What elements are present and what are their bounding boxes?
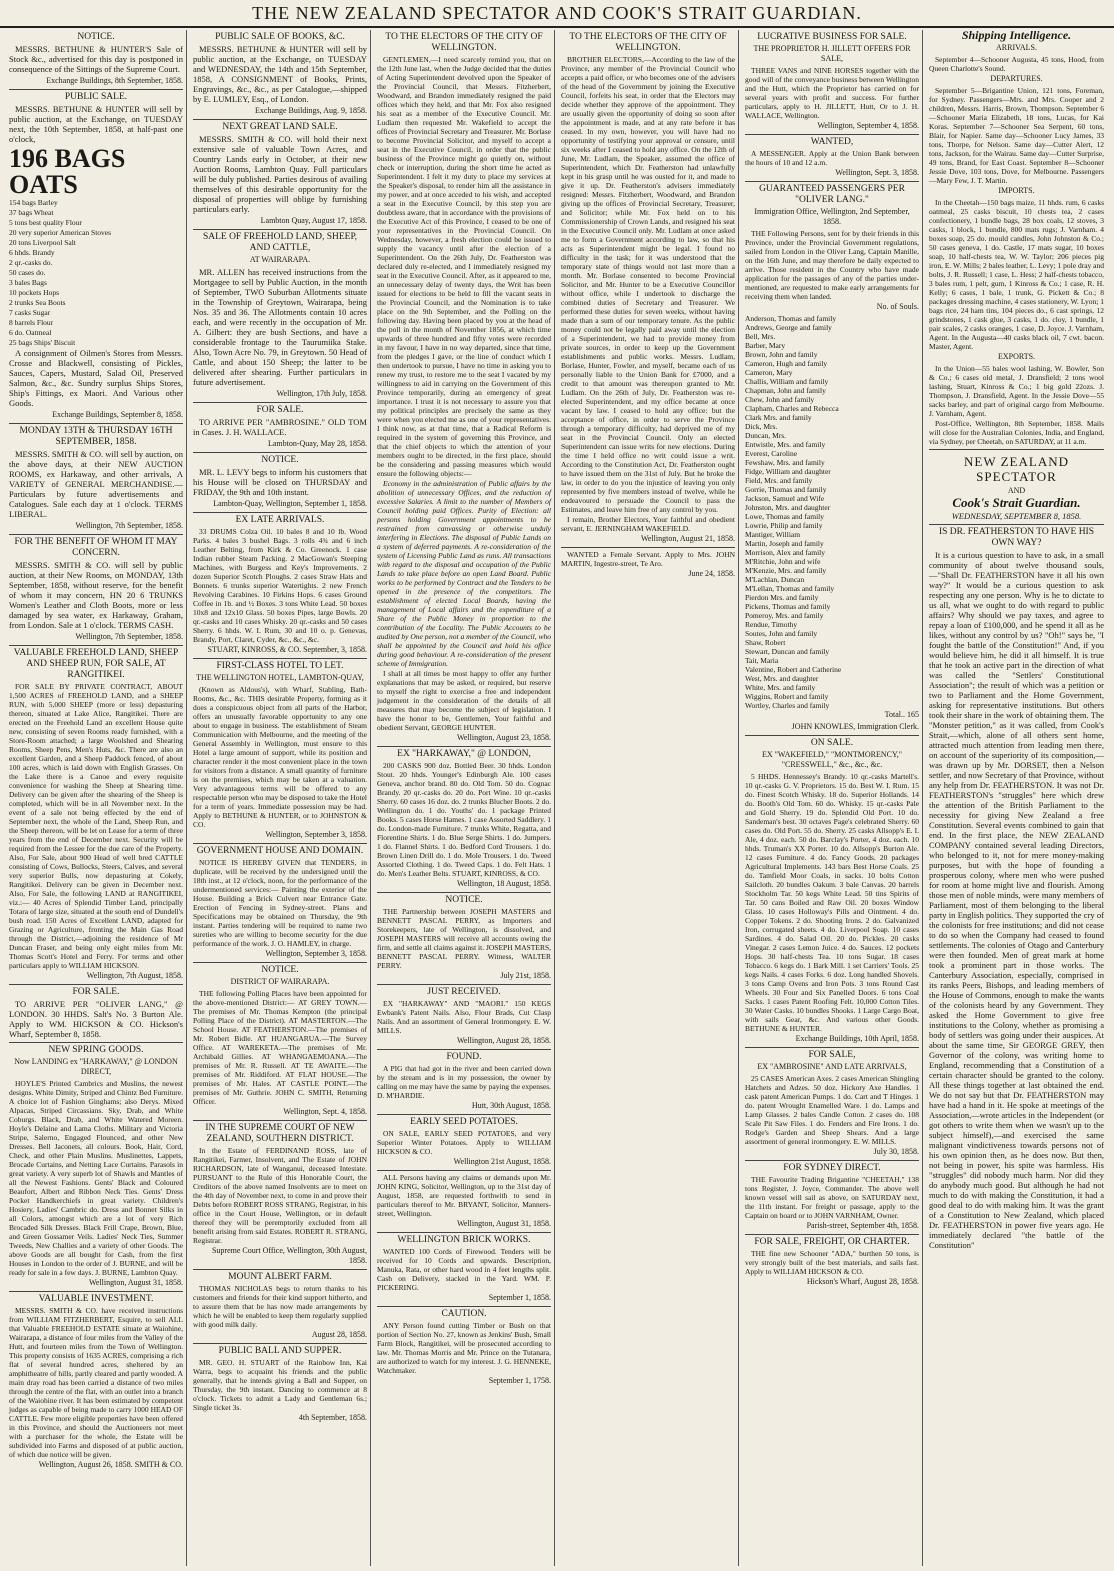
sale-item: 3 bales Bags bbox=[9, 278, 47, 287]
passenger-entry: Pomeroy, Mrs. and family bbox=[745, 611, 824, 620]
passenger-entry: M'Lellan, Thomas and family bbox=[745, 584, 835, 593]
sale-item: 10 pockets Hops bbox=[9, 288, 59, 297]
books-heading: PUBLIC SALE OF BOOKS, &C. bbox=[215, 32, 345, 42]
sale-item-list bbox=[9, 198, 183, 347]
spring-sign: Wellington, August 31, 1858. bbox=[88, 1278, 183, 1287]
divider bbox=[561, 547, 735, 548]
forsale-body: TO ARRIVE PER "OLIVER LANG," @ LONDON. 30 HHDS. Salt's No. 3 Burton Ale. Apply to WM. HICKSON & CO. Hickson's Wharf, September 8, 1858. bbox=[9, 999, 183, 1039]
sale-item: 20 tons Liverpool Salt bbox=[9, 238, 76, 247]
sale-item: 20 very superior American Stoves bbox=[9, 228, 112, 237]
received-sign: Wellington, August 28, 1858. bbox=[456, 1036, 551, 1045]
passenger-entry: White, Mrs. and family bbox=[745, 683, 816, 692]
public-sale-heading: PUBLIC SALE. bbox=[64, 92, 128, 102]
lucrative-sign: Wellington, September 4, 1858. bbox=[817, 121, 919, 130]
farm-heading: MOUNT ALBERT FARM. bbox=[228, 1272, 332, 1282]
onsale-sign: Exchange Buildings, 10th April, 1858. bbox=[795, 1034, 919, 1043]
divider bbox=[377, 892, 551, 893]
books-sign: Exchange Buildings, Aug. 9, 1858. bbox=[255, 106, 367, 115]
paper-subtitle: Cook's Strait Guardian. bbox=[952, 495, 1081, 510]
onsale-body: 5 HHDS. Hennessey's Brandy. 10 qr.-casks Martell's. 10 qr.-casks G. V. Proprietors. 15 do. Best W. I. Rum. 15 do. Finest Scotch Whisky. 18 do. Superior Hollands. 14 do. Booth's Old Tom. 60 do. Whisky. 15 qr.-casks Pale and Gold Sherry. 19 do. Splendid Old Port. 10 do. Sandeman's best. 30 octaves Page's celebrated Sherry. 60 cases do. Old Port. 55 do. Sherry. 25 casks Allsopp's E. I. Ale, 4 doz. each. 50 do. Barclay's Porter, 4 doz. each. 10 hhds. Truman's XX Porter. 10 do. Allsopp's Burton Ale. 12 cases Furniture. 4 do. Fancy Goods. 20 packages Agricultural Implements. 143 bars Best Horse Coals. 25 do. Tamfield Moor Coals, in sacks. 10 bolts Cotton Sailcloth. 20 bundles Oakum. 3 bale Canvas. 20 barrels Stockholm Tar. 50 kegs White Lead. 50 tins Spirits of Tar. 50 cans Boiled and Raw Oil. 20 boxes Window Glass. 10 cases Holloway's Pills and Ointment. 4 do. Copper Tokens. 2 do. Shooting Irons. 2 do. Galvanized Iron, corrugated sheets. 4 do. Liverpool Soap. 10 cases Sardines. 4 do. Salad Oil. 20 do. Pickles. 20 casks Vinegar. 2 cases Lemon Juice. 4 do. Sauces. 12 pockets Hops. 30 half-chests Tea. 10 tons Sugar. 18 cases Tobacco. 6 kegs do. 1 Bark Mill. 1 set Carriers' Tools. 25 kegs Nails. 4 cases Forks. 6 doz. Long handled Shovels. 3 tons Camp Ovens and Iron Pots. 3 tons Round Cast Wheels. 30 Four and Six Panelled Doors. 6 tons Coal Sacks. 1 cases Patent Roofing Felt. 10,000 Cotton Tiles. 30 Water Casks. 10 bundles Shooks. 1 Large Cargo Boat, with sails Gear, &c. And various other Goods. BETHUNE & HUNTER. bbox=[745, 772, 919, 1033]
benefit-body: MESSRS. SMITH & CO. will sell by public auction, at their New Rooms, on MONDAY, 13th September, 1858, without reserve, for the benefit of whom it may concern, HN 20 6 TRUNKS Women's Leather and Cloth Boots, more or less damaged by sea water, ex Harkaway, Graham, from London. Sale at 1 o'clock. TERMS CASH. bbox=[9, 560, 183, 630]
divider bbox=[193, 402, 367, 403]
charter-body: THE fine new Schooner "ADA," burthen 50 tons, is very strongly built of the best materials, and sails fast. Apply to WILLIAM HICKSON & CO. bbox=[745, 1249, 919, 1276]
departures-body: September 5—Brigantine Union, 121 tons, Foreman, for Sydney. Passengers—Mrs. and Mrs. Cooper and 2 children, Messrs. Harris, Brown, Thompson. September 6—Schooner Maria Elizabeth, 18 tons, Lucas, for Kai Koras. September 7—Schooner Sea Serpent, 60 tons, Blair, for Napier. Same day—Schooner Lucy James, 33 tons, Thorpe, for Nelson. Same day—Cutter Alert, 12 tons, Jackson, for the Wairau. Same day—Cutter Surprise, 49 tons, Brand, for East Coast. September 8—Schooner Jessie Dove, 103 tons, Dove, for Melbourne. Passengers—Mary Few, J. T. Martin. bbox=[929, 86, 1104, 185]
sale-item: 6 do. Oatmeal bbox=[9, 328, 52, 337]
gov-sign: Wellington, September 3, 1858. bbox=[265, 949, 367, 958]
land-body: MESSRS. SMITH & CO. will hold their next extensive sale of valuable Town Acres, and Country Lands early in October, at their new Auction Rooms, Lambton Quay. Full particulars will be duly published. Parties desirous of availing themselves of this desirable opportunity for the disposal of properties will oblige by furnishing particulars early. bbox=[193, 134, 367, 214]
divider bbox=[377, 1049, 551, 1050]
passenger-entry: West, Mrs. and daughter bbox=[745, 674, 819, 683]
arrivals-heading: ARRIVALS. bbox=[996, 43, 1037, 52]
monday-body: MESSRS. SMITH & CO. will sell by auction, on the above days, at their NEW AUCTION ROOMS, ex Harkaway, and other arrivals, A VARIETY of GENERAL MERCHANDISE.— Particulars by future advertisements and Catalogues. Sale each day at 1 o'clock. TERMS LIBERAL. bbox=[9, 449, 183, 519]
caution-body: ANY Person found cutting Timber or Bush on that portion of Section No. 27, known as Jenkins' Bush, Small Farm Block, Rangitikei, will be prosecuted according to law. Mr. Thomas Morris and Mr. Prince on the Tutanara, are authorized to watch for my interest. J. G. HENNEKE, Watchmaker. bbox=[377, 1321, 551, 1375]
electors-heading: TO THE ELECTORS OF THE CITY OF WELLINGTON. bbox=[569, 32, 727, 53]
invest-body: MESSRS. SMITH & CO. have received instructions from WILLIAM FITZHERBERT, Esquire, to sell ALL that Valuable FREEHOLD ESTATE situate at Waiohine, Wairarapa, a distance of four miles from the Valley of the Hutt, and fourteen miles from the Town of Wellington. This property consists of 1635 ACRES, comprising a rich flat of several hundred acres, sheltered by an amphitheatre of hills, partly cleared and partly wooded. A main dray road has been carried a distance of two miles through the centre of the flat, with an outlet into a branch of the Waiohine river. It has been estimated by competent judges as capable of being made to carry 1000 HEAD OF CATTLE. Few more eligible properties have been offered in this Province, and should the Auctioneers not meet with a purchaser for the whole, the Estate will be subdivided into Farms and disposed of at public auction, of which due notice will be given. bbox=[9, 1306, 183, 1459]
passengers-sign: JOHN KNOWLES, Immigration Clerk. bbox=[791, 722, 919, 731]
paper-date: WEDNESDAY, SEPTEMBER 8, 1858. bbox=[951, 511, 1082, 521]
passenger-entry: Dick, Mrs. bbox=[745, 422, 778, 431]
divider bbox=[193, 229, 367, 230]
passenger-entry: Pierdon Mrs. and family bbox=[745, 593, 819, 602]
land-sign: Lambton Quay, August 17, 1858. bbox=[260, 216, 367, 225]
onsale-sub: EX "WAKEFIELD," "MONTMORENCY," "CRESSWELL," &c., &c., &c. bbox=[761, 750, 903, 769]
brick-heading: WELLINGTON BRICK WORKS. bbox=[397, 1235, 531, 1245]
wanted-heading: WANTED, bbox=[810, 137, 854, 147]
column-6 bbox=[926, 30, 1107, 1566]
brick-body: WANTED 100 Cords of Firewood. Tenders will be received for 10 Cords and upwards. Description, Manuka, Rata, or other hard wood in 4 feet lengths split. Cash on Delivery, stacked in the Yard. WM. P. PICKERING. bbox=[377, 1247, 551, 1292]
passenger-entry: M'Ritchie, John and wife bbox=[745, 557, 821, 566]
passenger-entry: Gorrie, Thomas and family bbox=[745, 485, 827, 494]
passengers-body: THE Following Persons, sent for by their friends in this Province, under the Provincial Government regulations, sailed from London in the Oliver Lang, Captain Manille, on the 16th June, and may therefore be daily expected to arrive. Those resident in the Country who have made application for the passages of any of the parties under-mentioned, are requested to make early arrangements for receiving them when landed. bbox=[745, 229, 919, 301]
passenger-entry: Everest, Caroline bbox=[745, 449, 798, 458]
arrivals-body: 33 DRUMS Colza Oil. 10 bales 8 and 10 lb. Wood Parks. 4 bales 3 bushel Bags. 3 rolls 4¾ and 6 inch Leather Belting, from Kirk & Co. Greenock. 1 case Indian rubber Steam Packing. 2 MacGowan's Steeping Machines, with Burgess and Key's Improvements. 2 dozen Superior Scotch Ploughs. 2 cases Straw Hats and Bonnets. 6 trunks superior Watertights. 2 new French Revolving Carabines. 10 Firkins Hops. 6 cases Ground Coffee in 1b. and ½ Boxes. 3 tons White Lead. 50 boxes 10x8 and 12x10 Glass. 50 boxes Pipes, large Bowls. 20 qr.-casks and 10 cases Whisky. 20 qr.-casks and 50 cases Sherry. 6 hhds. W. I. Rum, 30 and 10 o. p. Genevas, Brandy, Port, Claret, Cyder, &c., &c., &c. bbox=[193, 527, 367, 644]
passenger-entry: Fidge, William and daughter bbox=[745, 467, 831, 476]
passenger-entry: Wortley, Charles and family bbox=[745, 701, 830, 710]
sale-item: 25 bags Ships' Biscuit bbox=[9, 338, 76, 347]
passenger-entry: Rendue, Timothy bbox=[745, 620, 798, 629]
received-heading: JUST RECEIVED. bbox=[427, 987, 501, 997]
passenger-entry: M'Kenzie, Mrs. and family bbox=[745, 566, 827, 575]
sale-item: 7 casks Sugar bbox=[9, 308, 51, 317]
arrivals-sign: STUART, KINROSS, & CO. September, 3, 1858. bbox=[207, 645, 367, 654]
freehold-body: FOR SALE BY PRIVATE CONTRACT, ABOUT 1,500 ACRES of FREEHOLD LAND, and a SHEEP RUN, with 5,000 SHEEP (more or less) depasturing thereon, situated at Lake Alice, Rangitikei. There are erected on the Freehold Land an excellent House quite new, consisting of seven Rooms ready furnished, with a Store-Room attached; a large Woolshed and Shearing Rooms, Sheep Pens, Men's Huts, &c. There are also an excellent Garden, and a Sheep Paddock fenced, of about 100 acres, which is laid down with English Grasses. On the Lake there is a Canoe and every requisite convenience for washing the Sheep at Shearing time. Delivery can be given after the shearing of the Sheep is completed, which will be in all November next. In the event of a sale not being effected by the end of September next, the whole of the Land, Sheep Run, and the Sheep thereon, will be let on Lease for a term of three years from the end of December next. Security will be required from the Lessee for the due care of the Property. Also, For Sale, about 900 Head of well bred CATTLE consisting of Cows, Bullocks, Steers, Calves, and several very superior Bulls, now depasturing at Cokely, Rangitikei. Delivery can be given in December next. Also, For Sale, the following LAND at RANGITIKEI, viz.:— 40 Acres of Splendid Timber Land, principally Totara of large size, situated at the south end of Dundell's bush road. 150 Acres of Excellent LAND, adapted for Grazing or Agriculture, fronting the Main Gas Road through the District,—adjoining the residence of Mr Duncan Fraser, and being only eight miles from Mr. Thomas Scott's Hotel and Ferry. For terms and other particulars apply to WILLIAM HICKSON. bbox=[9, 682, 183, 970]
passenger-entry: Duncan, Mrs. bbox=[745, 431, 787, 440]
court-sign: Supreme Court Office, Wellington, 30th August, 1858. bbox=[211, 1246, 367, 1265]
divider bbox=[193, 119, 367, 120]
columns bbox=[6, 30, 1110, 1566]
sydney-heading: FOR SYDNEY DIRECT. bbox=[783, 1163, 881, 1173]
passengers-list-heading: No. of Souls. bbox=[876, 302, 919, 311]
forsale-heading: FOR SALE. bbox=[72, 987, 120, 997]
passenger-entry: Morrison, Alex and family bbox=[745, 548, 825, 557]
freehold-sign: Wellington, 17th July, 1858. bbox=[276, 389, 367, 398]
hotel-sub: THE WELLINGTON HOTEL, LAMBTON-QUAY, bbox=[196, 673, 364, 682]
passenger-entry: Field, Mrs. and family bbox=[745, 476, 813, 485]
sale-item: 50 cases do. bbox=[9, 268, 46, 277]
passenger-entry: Soutes, John and family bbox=[745, 629, 818, 638]
passenger-entry: Challis, William and family bbox=[745, 377, 829, 386]
charter-heading: FOR SALE, FREIGHT, OR CHARTER. bbox=[754, 1237, 910, 1247]
freehold-heading: VALUABLE FREEHOLD LAND, SHEEP AND SHEEP RUN, FOR SALE, AT RANGITIKEI. bbox=[13, 648, 179, 680]
forsale-sub: EX "AMBROSINE" AND LATE ARRIVALS, bbox=[757, 1062, 907, 1071]
passenger-entry: Wiggins, Robert and family bbox=[745, 692, 829, 701]
passengers-sub: Immigration Office, Wellington, 2nd September, 1858. bbox=[754, 207, 910, 226]
arrivals-heading: EX LATE ARRIVALS. bbox=[235, 515, 325, 525]
passenger-entry: M'Lachlan, Duncan bbox=[745, 575, 805, 584]
divider bbox=[9, 1042, 183, 1043]
servant-sign: June 24, 1858. bbox=[688, 569, 735, 578]
forsale-body: TO ARRIVE PER "AMBROSINE." OLD TOM in Cases. J. H. WALLACE. bbox=[193, 417, 367, 437]
benefit-sign: Wellington, 7th September, 1858. bbox=[75, 632, 183, 641]
onsale-heading: ON SALE. bbox=[810, 738, 854, 748]
hotel-body: (Known as Aldous's), with Wharf, Stabling, Bath-Rooms, &c., &c. THIS desirable Property, forming as it does a conspicuous object from all parts of the Harbor, offers an unusually favorable opportunity to any one about to engage in business. The establishment of Steam Communication with Melbourne, and the meeting of the General Assembly in Wellington, must ensure to this Hotel a large amount of support, while its position and character render it the most convenient place in the town for visitors from a distance. A small quantity of furniture is on the premises, which may be taken at a valuation. Very advantageous terms will be offered to any respectable person who may be disposed to take the Hotel for a term of years. Immediate possession may be had. Apply to BETHUNE & HUNTER, or to JOHNSTON & CO. bbox=[193, 685, 367, 829]
freehold-sign: Wellington, 7th August, 1858. bbox=[86, 971, 183, 980]
servant-body: WANTED a Female Servant. Apply to Mrs. JOHN MARTIN, Ingestre-street, Te Aro. bbox=[561, 550, 735, 568]
received-body: EX "HARKAWAY" AND "MAORI." 150 KEGS Ewbank's Patent Nails. Also, Flour Brads, Cut Clasp Nails. And an assortment of General Ironmongery. E. W. MILLS. bbox=[377, 999, 551, 1035]
passenger-entry: Clapham, Charles and Rebecca bbox=[745, 404, 839, 413]
column-1 bbox=[6, 30, 187, 1566]
court-heading: IN THE SUPREME COURT OF NEW ZEALAND, SOUTHERN DISTRICT. bbox=[205, 1123, 355, 1144]
notice-sign: Lambton-Quay, Wellington, September 1, 1858. bbox=[213, 499, 367, 508]
electors-body: GENTLEMEN,—I need scarcely remind you, that on the 12th June last, when the Judge decided that the duties of Acting Superintendent devolved upon the Speaker of the Provincial Council, that Messrs. Fitzherbert, Woodward, and Brandon immediately resigned the paid offices which they held, and that Mr. Fox also resigned his seat as a member of the Executive Council. Mr. Ludlam then requested Mr. Wakefield to accept the offices of Provincial Secretary and Treasurer. Mr. Borlase to become Provincial Solicitor, and myself to accept a seat in the Executive Council, in order that the public business of the Province might go quietly on, without check or interruption, during the short time he acted as Superintendent. I felt it my duty to place my services at the Speaker's disposal, to render him all the assistance in my power, and at once acceded to his wish, and accepted a seat in the Executive Council, by this step you are doubtless aware, that in accordance with the provisions of the Executive Act of this Province, I ceased to be one of your representatives in the Provincial Council. On Wednesday, however, a fresh election could be issued to supply the vacancy until after the election of a Superintendent. On the 26th July, Dr. Featherston was declared duly re-elected, and I immediately resigned my seat in the Executive Council. After, as it appeared to me, an unnecessary delay of twenty days, the Writ has been issued for elections to be held to fill the vacant seats in the Provincial Council, and the Nomination is to take place on the 9th September, and the Polling on the following day. Having been placed by you at the head of the poll in the month of November 1856, at which time upwards of three hundred and fifty votes were recorded in my favour, I have in no way departed, since that time, from the pledges I gave, or the line of conduct which I then undertook to pursue, I have no time in asking you to renew my trust, to restore me to the seat I vacated by my willingness to aid in carrying on the Government of this Province temporarily, during an emergency of great importance. I trust it is not necessary to assure you that my political principles are precisely the same as they were when you elected me as one of your representatives. I think now, as at that time, that a Radical Reform is required in the system of governing this Province, and that the chief objects to which the attention of your members ought to be directed, in the first place, should be the considering and passing measures which would ensure the following objects:— bbox=[377, 55, 551, 478]
passenger-entry: Lowe, Thomas and family bbox=[745, 512, 825, 521]
electors-heading: TO THE ELECTORS OF THE CITY OF WELLINGTON. bbox=[385, 32, 543, 53]
found-sign: Hutt, 30th August, 1858. bbox=[471, 1101, 551, 1110]
divider bbox=[929, 449, 1104, 450]
passenger-entry: Martin, Joseph and family bbox=[745, 539, 824, 548]
forsale-heading: FOR SALE, bbox=[808, 1050, 856, 1060]
passenger-entry: Entwistle, Mrs. and family bbox=[745, 440, 826, 449]
spring-sub: Now LANDING ex "HARKAWAY," @ LONDON DIRECT, bbox=[14, 1057, 178, 1076]
exports-body: In the Union—55 bales wool lashing, W. Bowler, Son & Co.; 6 cases old metal, J. Dransfield; 2 tons wool lashing, Stuart, Kinross & Co.; 1 big gold 22ozs. J. Thompson, J. Dransfield, Agent. In the Jessie Dove—55 sacks barley, and part of original cargo from Melbourne. J. Varnham, Agent. bbox=[929, 364, 1104, 418]
notice-heading: NOTICE. bbox=[261, 455, 299, 465]
partnership-sign: July 21st, 1858. bbox=[500, 971, 551, 980]
passengers-heading: GUARANTEED PASSENGERS PER "OLIVER LANG." bbox=[759, 184, 905, 205]
passenger-entry: Stewart, Duncan and family bbox=[745, 647, 830, 656]
sale-sign: Exchange Buildings, September 8, 1858. bbox=[52, 410, 183, 419]
divider bbox=[9, 984, 183, 985]
sale-item: 2 trunks Sea Boots bbox=[9, 298, 66, 307]
notice-sign: Exchange Buildings, 8th September, 1858. bbox=[46, 76, 183, 85]
electors-items: Economy in the administration of Public affairs by the abolition of unnecessary Offices, and the reduction of excessive Salaries. A limit to the number of Members of Council holding paid Offices. Purity of Election: all persons holding Government appointments to be restrained from canvassing or otherwise unduly interfering in Elections. The disposal of Public Lands on a system of deferred payments. A re-consideration of the system of Licensing Public Land as runs. All transactions with regard to the disposal and occupation of the Public Lands to take place before an open Land Board. Public works to be performed by Contract and the Tenders to be opened in the presence of the competitors. The establishment of elected Local Boards, having the management of Local affairs and the expenditure of a Share of the Public Money in proportion to the contribution of the Locality. The Public Accounts to be audited by One person, not a member of the Council, who shall be appointed by the Council and hold his office during good behaviour. A re-consideration of the present scheme of Immigration. bbox=[377, 479, 551, 668]
notice-body: MR. L. LEVY begs to inform his customers that his House will be closed on THURSDAY and FRIDAY, the 9th and 10th instant. bbox=[193, 467, 367, 497]
oats-headline: 196 BAGS OATS bbox=[9, 144, 126, 199]
sale-also: A consignment of Oilmen's Stores from Messrs. Crosse and Blackwell, consisting of Pickles, Sauces, Capers, Mustard, Salad Oil, Preserved Salmon, &c., &c. Sundry surplus Ships Stores, Ship's Fittings, ex Maori. And Various other Goods. bbox=[9, 348, 183, 408]
farm-body: THOMAS NICHOLAS begs to return thanks to his customers and friends for their kind support hitherto, and to assure them that he has now made arrangements by which he will be enabled to keep them regularly supplied with good milk daily. bbox=[193, 1284, 367, 1329]
forsale-body: 25 CASES American Axes. 2 cases American Shingling Hatchets and Adzes. 50 doz. Hickory Axe Handles. 1 cask patent American Pumps. 1 do. Cart and T Hinges. 1 do. patent Wrought Enamelled Ware. 1 do. Lamps and Lamp Glasses. 2 bales Candle Cotton. 2 cases do. 108 Scale Pit Saw Files. 1 do. Fenders and Fire Irons. 1 do. Rodge's Garden and Sheep Shears. And a large assortment of general ironmongery. E. W. MILLS. bbox=[745, 1074, 919, 1146]
departures-heading: DEPARTURES. bbox=[990, 74, 1043, 83]
editorial-body: It is a curious question to have to ask, in a small community of about twelve thousand souls,—"Shall Dr. FEATHERSTON have it all his own way?" It would be a curious question to ask respecting any one person. Why is he to dictate to us all, what we ought to do with regard to public affairs? Why should we pay taxes, and agree to repay a loan of £100,000, and he spend it all as he likes, without any control by us? "Oh!" says he, "I fought the battle of the Constitution!" And, if you would believe him, he did it all himself. It is true that he took an active part in the direction of what was called the "Settlers' Constitutional Association"; the result of which was a petition or two to Parliament and the Home Government, asking for representative institutions. But others took their share in the work of obtaining them. The "Monster petition," as it was called, from Cook's Strait,—which, alone of all others sent home, attracted much attention from leading men there, on account of the superiority of its composition,—was drawn up by Mr. DORSET, then a Nelson settler, and now Secretary of that Province, without any help from Dr. FEATHERSTON. It was not Dr. FEATHERSTON's "struggles" here which drew the attention of the British Parliament to the necessity for giving New Zealand a free Constitution. Several events combined to gain that end. In the first place, the NEW ZEALAND COMPANY contained several leading Directors, who belonged to it, not for mere money-making purposes, but with the hope of founding a prosperous colony, where men who were pushed for room at home might live and flourish. Among those men of noble minds, were many members of Parliament, most of them belonging to the liberal party in English politics. They supported the cry of the colonists for free institutions; and did not cease to do so when the Company had ceased to found settlements. The colonies of Otago and Canterbury were then founded. Men of great mark at home took a prominent part in those works. The Canterbury Association, especially, comprised in its ranks Peers, Bishops, and leading members of the House of Commons, enough to make the wants of the colonists heard by any Government. They asked the Home Government to give free institutions to the Colony, whether as promising a body of settlers was going under their auspices. At about the same time, Sir GEORGE GREY, then Governor of the colony, was writing home to England, recommending that a Constitution of a certain character should be granted to the colony. All these things together at last obtained the end. We do not say but that Dr. FEATHERSTON may have had a hand in it. He spoke at meetings of the Association,—wrote articles in the Independent (or got others to write them when we wasn't up to the subject himself),—and exercised the same malignant vindictiveness towards persons not of his own opinion then, as he does now. But then, not being in power, his spite was harmless. His "struggles" did nobody much harm. Nor did they do anybody much good. But although he had not much to do with making the Constitution, it had a good deal to do with making him. It was the grant of a Constitution to New Zealand, which placed Dr. FEATHERSTON in power five years ago. He immediately declared "the battle of the Constitution" bbox=[929, 550, 1104, 1250]
wanted-sign: Wellington, Sept. 3, 1858. bbox=[835, 168, 919, 177]
divider bbox=[193, 658, 367, 659]
freehold-heading: SALE OF FREEHOLD LAND, SHEEP, AND CATTLE, bbox=[202, 232, 358, 253]
found-body: A PIG that had got in the river and been carried down by the stream and is in my possession, the owner by calling on me may have the same by paying the expenses. D. M'HARDIE. bbox=[377, 1064, 551, 1100]
column-4 bbox=[558, 30, 739, 1566]
ball-sign: 4th September, 1858. bbox=[298, 1413, 367, 1422]
poll-sub: DISTRICT OF WAIRARAPA. bbox=[230, 977, 330, 986]
sale-item: 37 bags Wheat bbox=[9, 208, 54, 217]
divider bbox=[745, 735, 919, 736]
harkaway-body: 200 CASKS 900 doz. Bottled Beer. 30 hhds. London Stout. 20 hhds. Younger's Edinburgh Ale. 100 cases Geneva, anchor brand. 80 do. Old Tom. 50 do. Cognac Brandy. 20 qr.-casks do. 20 do. Port Wine. 10 qr.-casks Sherry. 60 cases 16 doz. do. 2 trunks Blucher Boots. 2 do. Wellington do. 1 do. Youths' do. 1 package Printed Books. 5 cases Horse Hames. 1 case Assorted Saddlery. 1 do. London-made Furniture. 7 trunks White, Regatta, and Florentine Shirts. 1 do. Blue Serge Shirts. 1 do. Jumpers. 1 do. Flannel Shirts. 1 do. Bedford Cord Trousers. 1 do. Brown Linen Drill do. 1 do. Mole Trousers. 1 do. Tweed Assorted Clothing. 1 do. Tweed Caps. 1 do. Felt Hats. 1 do. Men's Leather Belts. STUART, KINROSS, & CO. bbox=[377, 761, 551, 878]
sale-item: 2 qr.-casks do. bbox=[9, 258, 53, 267]
charter-sign: Hickson's Wharf, August 28, 1858. bbox=[806, 1277, 919, 1286]
court-body: In the Estate of FERDINAND ROSS, late of Rangitikei, Farmer, Insolvent, and The Estate of JOHN RICHARDSON, late of Wanganui, deceased Intestate. PURSUANT to the Rule of this Honorable Court, the Creditors of the above named Insolvents are to meet on the 4th day of November next, to come in and prove their Debts before ROBERT ROSS STRANG, Registrar, in his office in the Court House, Wellington, or in default thereof they will be peremptorily excluded from all benefit arising from said Estates. ROBERT R. STRANG, Registrar. bbox=[193, 1146, 367, 1245]
invest-sign: Wellington, August 26, 1858. SMITH & CO. bbox=[38, 1460, 183, 1469]
sydney-body: THE Favourite Trading Brigantine "CHEETAH," 138 tons Register, J. Joyce, Commander. The above well known vessel will sail as above, on SATURDAY next, the 11th instant. For freight or passage, apply to the Captain on board or to JOHN VARNHAM, Owner. bbox=[745, 1175, 919, 1220]
paper-and: AND bbox=[1007, 486, 1026, 495]
passenger-entry: Shaw, Robert bbox=[745, 638, 786, 647]
poll-heading: NOTICE. bbox=[261, 965, 299, 975]
divider bbox=[745, 1047, 919, 1048]
masthead: THE NEW ZEALAND SPECTATOR AND COOK'S STRAIT GUARDIAN. bbox=[0, 0, 1114, 28]
paper-title: NEW ZEALAND SPECTATOR bbox=[964, 454, 1069, 484]
passenger-entry: Johnston, Mrs. and daughter bbox=[745, 503, 831, 512]
divider bbox=[9, 89, 183, 90]
harkaway-heading: EX "HARKAWAY," @ LONDON, bbox=[397, 749, 531, 759]
ball-body: MR. GEO. H. STUART of the Rainbow Inn, Kai Warra, begs to acquaint his friends and the public generally, that he intends giving a Ball and Supper, on Thursday, the 9th instant. Dancing to commence at 8 o'clock. Tickets to admit a Lady and Gentleman 6s.; Single ticket 3s. bbox=[193, 1358, 367, 1412]
divider bbox=[193, 452, 367, 453]
wanted-body: A MESSENGER. Apply at the Union Bank between the hours of 10 and 12 a.m. bbox=[745, 149, 919, 167]
notice-body: MESSRS. BETHUNE & HUNTER'S Sale of Stock &c., advertised for this day is postponed in consequence of the Sittings of the Supreme Court. bbox=[9, 44, 183, 74]
passenger-entry: Mantiger, William bbox=[745, 530, 801, 539]
potatoes-heading: EARLY SEED POTATOES. bbox=[410, 1117, 518, 1127]
divider bbox=[193, 1343, 367, 1344]
electors-sign: Wellington, August 21, 1858. bbox=[640, 534, 735, 543]
forsale-sign: Lambton-Quay, May 28, 1858. bbox=[267, 439, 367, 448]
sale-item: 6 hhds. Brandy bbox=[9, 248, 55, 257]
poll-sign: Wellington, Sept. 4, 1858. bbox=[283, 1107, 367, 1116]
divider bbox=[377, 1170, 551, 1171]
passenger-list bbox=[745, 314, 919, 710]
hotel-heading: FIRST-CLASS HOTEL TO LET. bbox=[216, 661, 344, 671]
electors-close: I remain, Brother Electors, Your faithful and obedient servant, E. JERNINGHAM WAKEFIELD. bbox=[561, 515, 735, 533]
column-3 bbox=[374, 30, 555, 1566]
freehold-body: MR. ALLEN has received instructions from the Mortgagee to sell by Public Auction, in the month of September, TWO Suburban Allotments situate in the Township of Greytown, Wairarapa, being Nos. 35 and 36. The Allotments contain 10 acres each, and were recently in the occupation of Mr. A. Gilbert: they are bush Sections, and have a considerable frontage to the Taurumiika Stake. Also, Town Acre No. 79, in Greytown. 50 Head of Cattle, and about 150 Sheep; the latter to be delivered after shearing. Further particulars in future advertisement. bbox=[193, 267, 367, 387]
column-2 bbox=[190, 30, 371, 1566]
passenger-entry: Fewshaw, Mrs. and family bbox=[745, 458, 825, 467]
divider bbox=[377, 1232, 551, 1233]
potatoes-sign: Wellington 21st August, 1858. bbox=[453, 1157, 551, 1166]
divider bbox=[377, 984, 551, 985]
electors-close: I shall at all times be most happy to offer any further explanations that may be asked, or required, but reserve to myself the right to exercise a free and independent judgement in the consideration of the details of all measures that may become the subject of legislation. I have the honor to be, Gentlemen, Your faithful and obedient Servant, GEORGE HUNTER. bbox=[377, 669, 551, 732]
passenger-entry: Bell, Mrs. bbox=[745, 332, 776, 341]
arrivals-body: September 4—Schooner Augusta, 45 tons, Hood, from Queen Charlotte's Sound. bbox=[929, 55, 1104, 73]
passenger-entry: Pickens, Thomas and family bbox=[745, 602, 831, 611]
electors-sign: Wellington, August 23, 1858. bbox=[456, 733, 551, 742]
passenger-entry: Chew, John and family bbox=[745, 395, 815, 404]
land-heading: NEXT GREAT LAND SALE. bbox=[222, 122, 338, 132]
passenger-entry: Tait, Maria bbox=[745, 656, 779, 665]
lucrative-sub: THE PROPRIETOR H. JILLETT OFFERS FOR SALE, bbox=[753, 44, 911, 63]
divider bbox=[377, 1306, 551, 1307]
column-5 bbox=[742, 30, 923, 1566]
passenger-entry: Cameron, Hugh and family bbox=[745, 359, 828, 368]
passengers-total: Total.. 165 bbox=[884, 710, 919, 719]
potatoes-body: ON SALE, EARLY SEED POTATOES, and very Superior Winter Potatoes. Apply to WILLIAM HICKSON & CO. bbox=[377, 1129, 551, 1156]
partnership-heading: NOTICE. bbox=[445, 895, 483, 905]
passenger-entry: Jackson, Samuel and Wife bbox=[745, 494, 825, 503]
divider bbox=[745, 1160, 919, 1161]
exports-heading: EXPORTS. bbox=[997, 352, 1036, 361]
passenger-entry: Chapman, John and family bbox=[745, 386, 826, 395]
notice-heading: NOTICE. bbox=[77, 32, 115, 42]
divider bbox=[9, 534, 183, 535]
divider bbox=[745, 134, 919, 135]
sale-item: 5 tons best quality Flour bbox=[9, 218, 82, 227]
forsale-heading: FOR SALE. bbox=[256, 405, 304, 415]
passenger-entry: Clark Mrs. and family bbox=[745, 413, 812, 422]
divider bbox=[193, 962, 367, 963]
divider bbox=[377, 1114, 551, 1115]
editorial-heading: IS DR. FEATHERSTON TO HAVE HIS OWN WAY? bbox=[938, 527, 1094, 548]
passenger-entry: Valentine, Robert and Catherine bbox=[745, 665, 842, 674]
sydney-sign: Parish-street, September 4th, 1858. bbox=[806, 1221, 919, 1230]
partnership-body: THE Partnership between JOSEPH MASTERS and BENNETT PASCAL PERRY, as Importers and Storekeepers, late of Wellington, is dissolved, and JOSEPH MASTERS will receive all accounts owing the firm, and settle all claims against it. JOSEPH MASTERS, BENNETT PASCAL PERRY. Witness, WALTER PERRY. bbox=[377, 907, 551, 970]
invest-heading: VALUABLE INVESTMENT. bbox=[38, 1294, 154, 1304]
spring-heading: NEW SPRING GOODS. bbox=[48, 1045, 144, 1055]
monday-sign: Wellington, 7th September, 1858. bbox=[75, 521, 183, 530]
caution-sign: September 1, 1758. bbox=[488, 1376, 551, 1385]
freehold-sub: AT WAIRARAPA. bbox=[249, 255, 311, 264]
divider bbox=[745, 1234, 919, 1235]
divider bbox=[9, 423, 183, 424]
passenger-entry: Lowrie, Philip and family bbox=[745, 521, 823, 530]
electors-body: BROTHER ELECTORS,—According to the law of the Province, any member of the Provincial Council who accepts a paid office, or who becomes one of the advisers of the head of the Government by joining the Executive Council, forfeits his seat, in order that the Electors may decide whether they approve of the appointment. They are usually given the opportunity of doing so soon after the appointment is made, and at any rate before it has ceased. In my own, however, you will have had no opportunity of testifying your approval or censure, until six weeks after I ceased to hold any office. On the 12th of June, Mr. Ludlam, the Speaker, assumed the office of Superintendent, which Dr. Featherston had unlawfully kept in his grasp until he was ousted for it, and made to give it up. Dr. Featherston's advisers immediately resigned: Messrs. Fitzherbert, Woodward, and Brandon giving up the offices of Provincial Secretary, Treasurer, and Solicitor; while Mr. Fox held on to his Commissionership of Crown Lands, and resigned his seat in the Executive Council only. Mr. Ludlam at once asked me to form a Government according to law, so that his acts as Superintendent might be legal. I found no difficulty in the task; for it was understood that the temporary state of things would not last more than a month. Mr. Borlase consented to become Provincial Solicitor, and Mr. Hunter to be a Executive Councillor without office, while I undertook to discharge the combined duties of Secretary and Treasurer. We performed these duties for seven weeks, without having made than a sum of our temporary tenure. As the public money could not be legally paid away until the election of a Superintendent, we had to provide money from private sources, in order to keep up the Government establishments and public works. Messrs. Ludlam, Borlase, Hunter, Fowler, and myself, became each of us personally liable to the Union Bank for £7000, and a credit to that amount was thereupon granted to Mr. Ludlam. On the 26th of July, Dr. Featherston was re-elected Superintendent, and my office became at once vacant by law. I ceased to hold any office: but the acceptance of office, in order to serve the Province through a temporary difficulty, had deprived me of my seat in the Provincial Council. Only an elected Superintendent can issue writs for new elections. During the time I held office no writ could issue a writ. According to the Constitution Act, Dr. Featherston ought to have issued them on the 31st of July. But he broke the law, in order to do you the injustice of leaving you only represented by five members instead of twelve, while he endeavoured to persuade the Council to pass the Estimates, and leave him free of any control by you. bbox=[561, 55, 735, 514]
lucrative-body: THREE VANS and NINE HORSES together with the good will of the conveyance business between Wellington and the Hutt, which the Proprietor has carried on for several years with profit and success. For further particulars, apply to H. JILLETT, Hutt, Or to J. H. WALLACE, Wellington. bbox=[745, 66, 920, 120]
mails-notice: Post-Office, Wellington, 8th September, 1858. Mails will close for the Australian Colonies, India, and England, via Sydney, per Cheetah, on SATURDAY, at 11 a.m. bbox=[929, 419, 1104, 446]
claims-sign: Wellington, August 31, 1858. bbox=[456, 1219, 551, 1228]
benefit-heading: FOR THE BENEFIT OF WHOM IT MAY CONCERN. bbox=[14, 537, 178, 558]
poll-body: THE following Polling Places have been appointed for the above-mentioned District:— AT GREY TOWN.—The premises of Mr. Thomas Kempton (the principal Polling Place of the District). AT MASTERTON.—The School House. AT FEATHERSTON.—The premises of Mr. Robert Bidle. AT HUANGARUA.—The Survey Office. AT WAREKETA.—The premises of Mr. Archibald Gillies. AT WHANGAEMOANA.—The premises of Mr. R. Russell. AT TE AWAITE.—The premises of Mr. Riddiford. AT FLAT HOUSE.—The premises of Mr. Hales. AT CASTLE POINT.—The premises of Mr. Guthrie. JOHN C. SMITH, Returning Officer. bbox=[193, 989, 367, 1106]
monday-heading: MONDAY 13TH & THURSDAY 16TH SEPTEMBER, 1858. bbox=[19, 426, 173, 447]
passenger-entry: Cameron, Mary bbox=[745, 368, 793, 377]
spring-body: HOYLE'S Printed Cambrics and Muslins, the newest designs. White Dimity, Striped and Chintz Bed Furniture. A choice lot of Fashion Ginghams; also Derys. Mixed Alpacas, Striped Circassians. Sky, Drab, and White Coburgs. Black, Drab, and White Watered Moreen. Hoyle's Delaine and Lama Cloths. Military and Victoria Stripe, Salerno, Engaged Flounced, and other New Dresses. Bell Jaconets, all colours. Book, Hair, Cord, Check, and other Plain Muslins. Muslinettes, Lappets, Brocade Curtains, and Netting Lace Curtains. Parasols in great variety. A very superb lot of Shawls and Mantles of all the Newest Fashions. Gents' Black and Coloured Beaufort, Albert and Ribbon Neck Ties. Gents' Dress Pocket Handkerchiefs in great variety. Children's Hosiery, Ladies' Cambric do. Dress and Bonnet Silks in all Colors, amongst which are a lot of very Rich Brocaded Silk Dresses. Black Frill Crape, Brown, Blue, and Green Gossamer Veils. Ladies' Neck Ties, Summer Tweeds, New Challies and a variety of other Goods. The above Goods are all bought for Cash, from the first Houses in London to the order of J. BURNE, and will be ready for sale in a few days. J. BURNE, Lambton Quay. bbox=[9, 1079, 183, 1277]
divider bbox=[929, 524, 1104, 525]
lucrative-heading: LUCRATIVE BUSINESS FOR SALE. bbox=[757, 32, 907, 42]
shipping-heading: Shipping Intelligence. bbox=[961, 30, 1072, 42]
divider bbox=[745, 181, 919, 182]
books-body: MESSRS. BETHUNE & HUNTER will sell by public auction, at the Exchange, on TUESDAY and WEDNESDAY, the 14th and 15th September, 1858, A CONSIGNMENT of Books, Prints, Engravings, &c., &c., as per Catalogue,—shipped by E. LUMLEY, Esq., of London. bbox=[193, 44, 367, 104]
claims-body: ALL Persons having any claims or demands upon Mr. JOHN KING, Solicitor, Wellington, up to the 31st day of August, 1858, are requested forthwith to send in particulars thereof to Mr. BRYANT, Solicitor, Manners-street, Wellington. bbox=[377, 1173, 551, 1218]
passenger-entry: Anderson, Thomas and family bbox=[745, 314, 837, 323]
gov-heading: GOVERNMENT HOUSE AND DOMAIN. bbox=[196, 846, 364, 856]
imports-heading: IMPORTS. bbox=[998, 186, 1035, 195]
ball-heading: PUBLIC BALL AND SUPPER. bbox=[218, 1346, 342, 1356]
passenger-entry: Brown, John and family bbox=[745, 350, 818, 359]
passenger-entry: Andrews, George and family bbox=[745, 323, 832, 332]
sale-item: 154 bags Barley bbox=[9, 198, 58, 207]
divider bbox=[9, 1291, 183, 1292]
harkaway-sign: Wellington, 18 August, 1858. bbox=[456, 879, 551, 888]
hotel-sign: Wellington, September 3, 1858. bbox=[265, 830, 367, 839]
sale-item: 8 barrels Flour bbox=[9, 318, 54, 327]
divider bbox=[193, 1269, 367, 1270]
caution-heading: CAUTION. bbox=[441, 1309, 487, 1319]
farm-sign: August 28, 1858. bbox=[311, 1330, 367, 1339]
divider bbox=[377, 746, 551, 747]
found-heading: FOUND. bbox=[446, 1052, 482, 1062]
divider bbox=[193, 512, 367, 513]
forsale-sign: July 30, 1858. bbox=[873, 1147, 919, 1156]
divider bbox=[193, 843, 367, 844]
public-sale-intro: MESSRS. BETHUNE & HUNTER will sell by public auction, at the Exchange, on TUESDAY next, the 10th September, 1858, at half-past one o'clock, bbox=[9, 104, 183, 144]
divider bbox=[9, 645, 183, 646]
brick-sign: September 1, 1858. bbox=[488, 1293, 551, 1302]
imports-body: In the Cheetah—150 bags maize, 11 hhds. rum, 6 casks oatmeal, 25 casks biscuit, 10 chests tea, 2 cases confectionery, 1 bundle bags, 28 box coals, 12 stoves, 3 casks, 1 block, 1 bundle, 800 mats rugs; J. Varnham. 4 boxes soap, 25 do. mould candles, John Johnston & Co.; 50 cases geneva, 1 do. Castle, 17 mats sugar, 10 boxes soap, 10 half-chests tea, W. W. Taylor; 206 pieces pig iron, E. W. Mills; 2 bales leather, L. Levy; 1 pole dray and bolts, J. R. Russell; 1 case, L. Hess; 2 half-chests tobacco, 3 bales rum, 1 pelt, gum, 1 Kinross & Co.; 1 case, R. H. Kelly; 6 cases, 1 bale, 1 trunk, G. Pickett & Co.; 8 packages dressing machine, 4 cases stationery, W. Lyon; 1 bags rice, 24 ham tins, 104 pieces do., 6 cast springs, 12 grindstones, 1 cask glue, 3 casks, 1 do. cloy, 1 bundle, 1 pair scales, 2 casks oranges, 1 case, D. Joyce. J. Varnham, Agent. In the Augusta—40 casks black oil, 7 cwt. bacon. Master, Agent. bbox=[929, 198, 1104, 351]
passenger-entry: Barber, Mary bbox=[745, 341, 786, 350]
divider bbox=[193, 1120, 367, 1121]
gov-body: NOTICE IS HEREBY GIVEN that TENDERS, in duplicate, will be received by the undersigned until the 18th inst., at 12 o'clock, noon, for the performance of the undermentioned services:— Painting the exterior of the House. Building a Brick Culvert near Entrance Gate. Erection of Fencing in Sydney-street. Plans and Specifications may be obtained on Thursday, the 9th instant. Parties tendering will be required to name two sureties who are willing to become security for the due performance of the work. J. O. HAMLEY, in charge. bbox=[193, 858, 367, 948]
